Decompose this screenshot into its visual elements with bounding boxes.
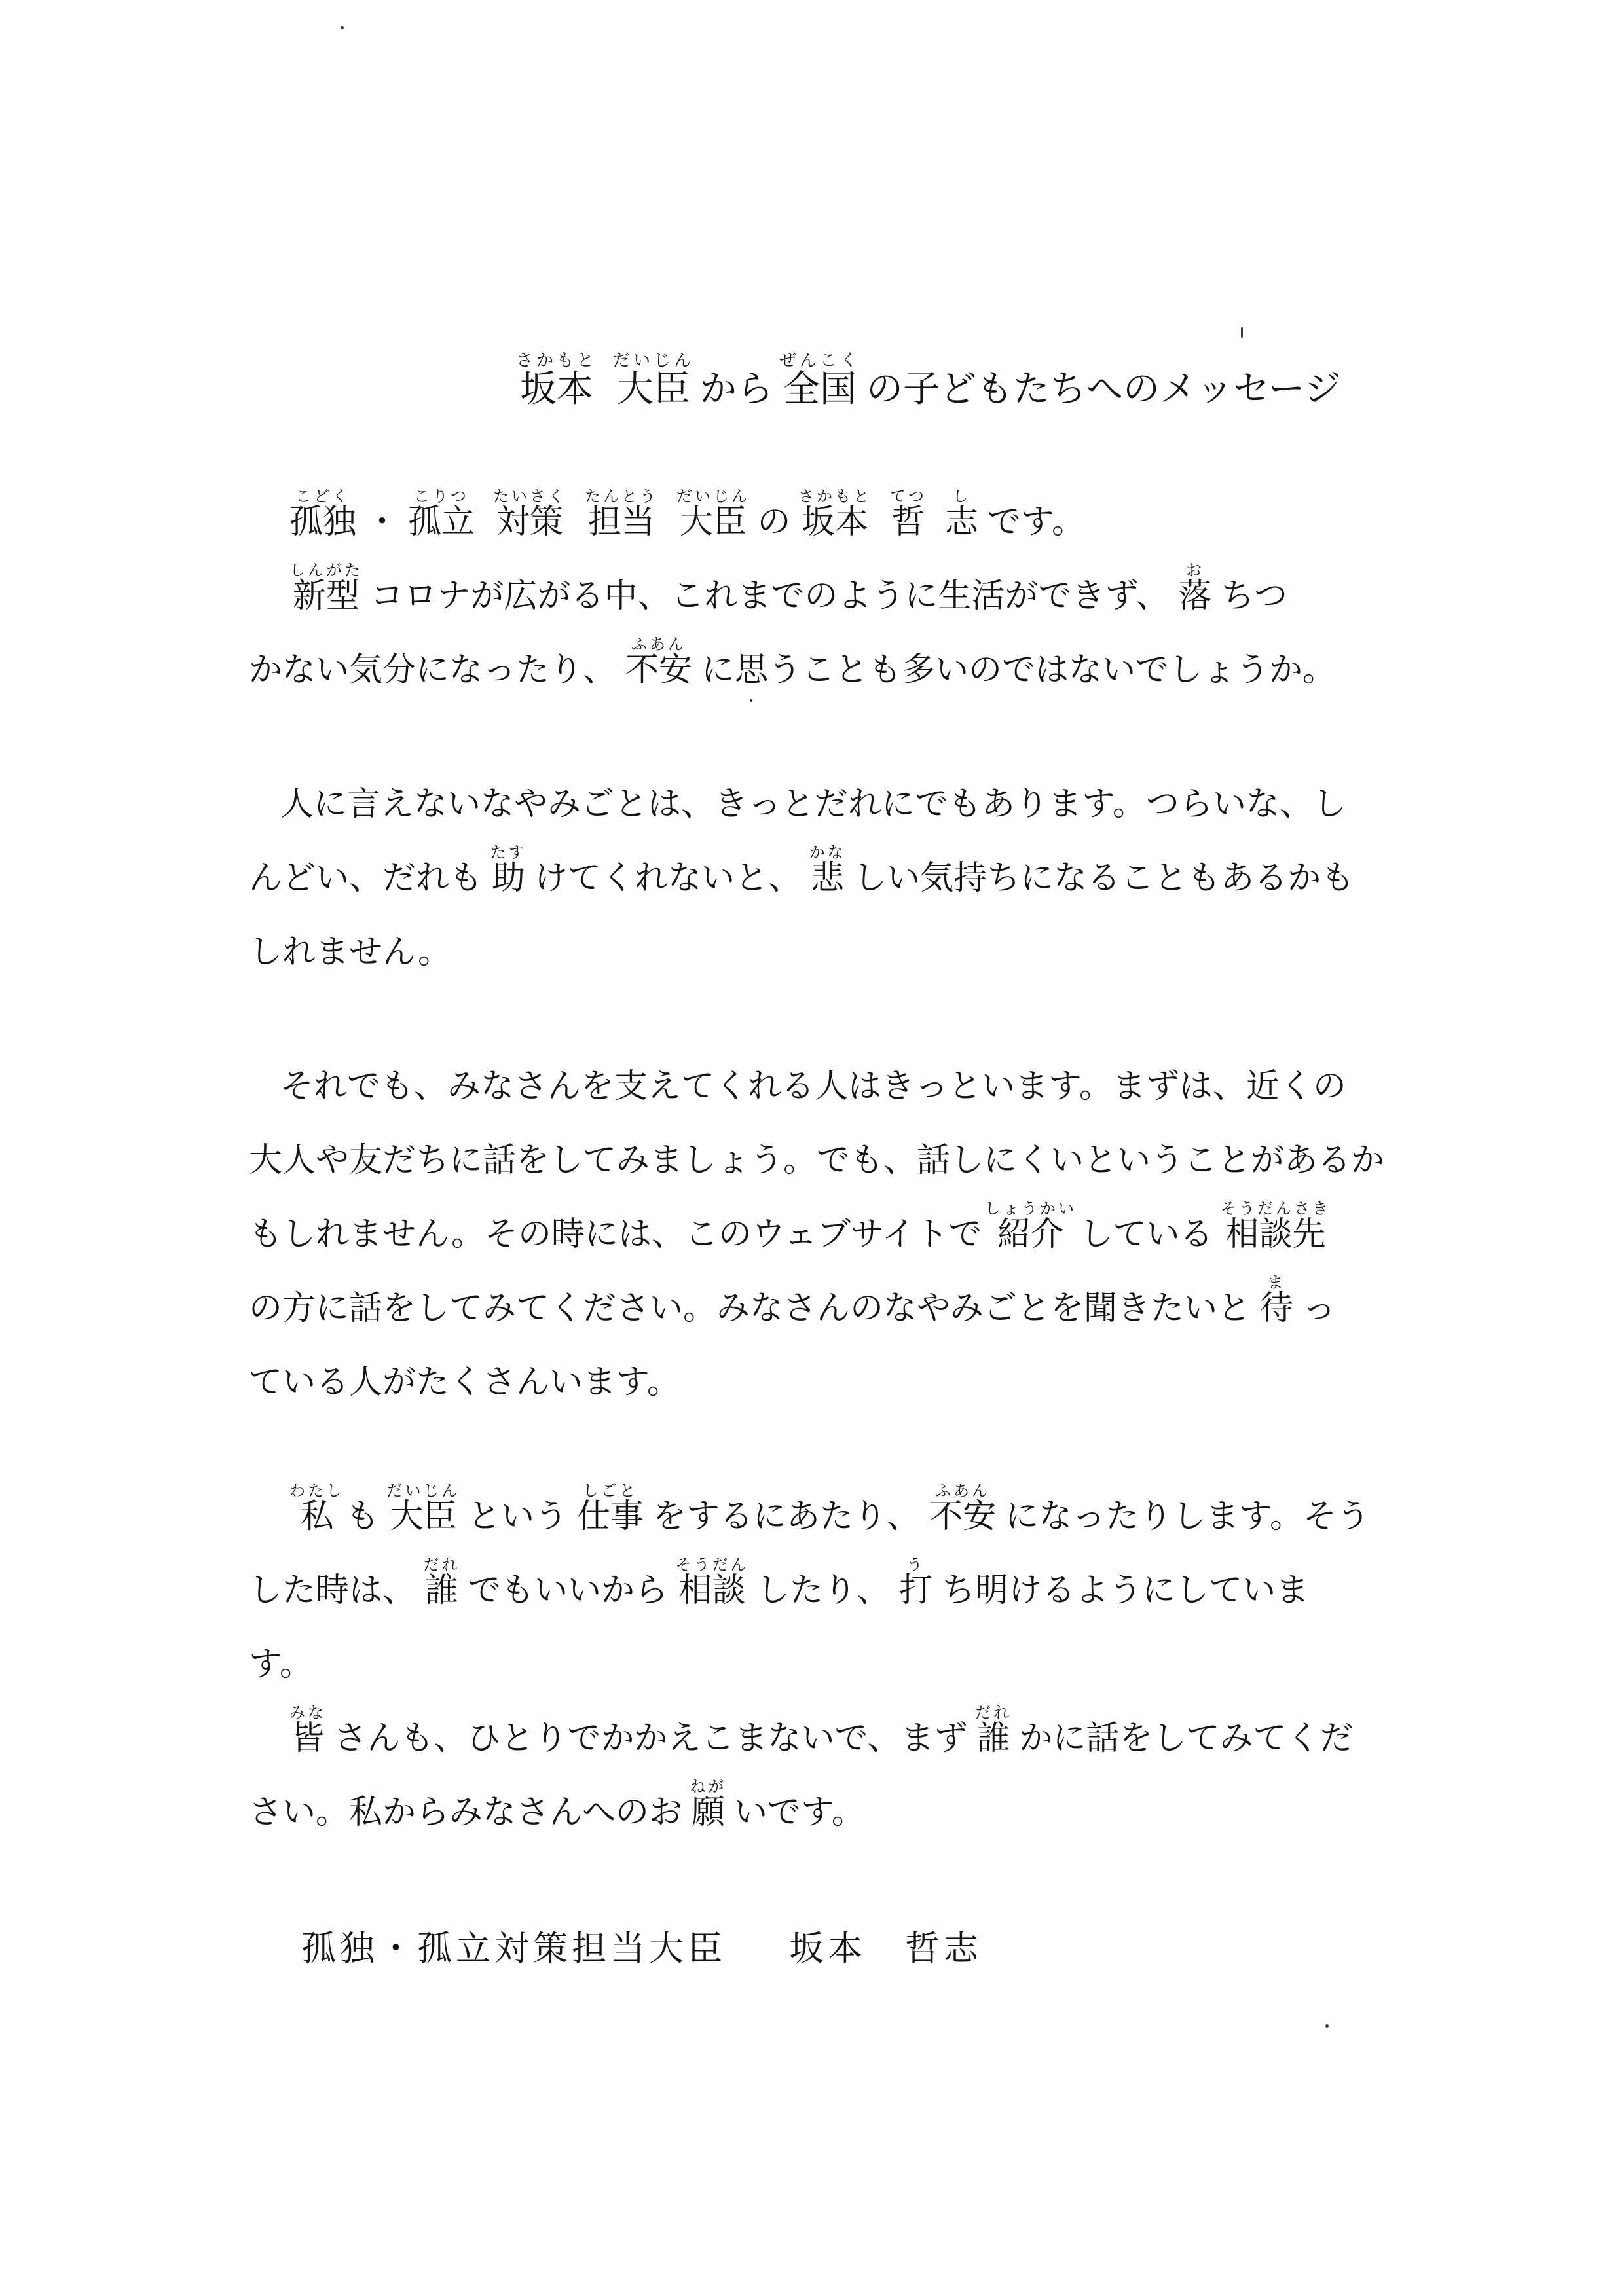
text-run: 大人や友だちに話をしてみましょう。でも、話しにくいということがあるか <box>249 1141 1385 1180</box>
text-run: ・ <box>365 503 399 541</box>
furigana: わたし <box>289 1482 344 1500</box>
text-line <box>249 1049 1428 1123</box>
text-run: に思うことも多いのではないでしょうか。 <box>701 651 1337 689</box>
ruby-word <box>386 1482 460 1536</box>
text-run: の方に話をしてみてください。みなさんのなやみごとを聞きたいと <box>249 1289 1251 1328</box>
ruby-base: 相談 <box>675 1571 749 1610</box>
signature <box>249 1912 1428 1986</box>
text-line <box>249 633 1428 707</box>
ruby-word <box>890 487 927 541</box>
ruby-word <box>1221 1199 1331 1254</box>
text-line <box>249 1271 1428 1345</box>
ruby-base: 新型 <box>289 577 363 615</box>
message-section <box>249 485 1428 707</box>
paragraph <box>249 1702 1428 1850</box>
ruby-word <box>809 843 846 898</box>
ruby-base: 坂本 <box>516 368 597 410</box>
text-run: さんも、ひとりでかかえこまないで、まず <box>333 1719 968 1758</box>
text-run: です。 <box>987 503 1085 541</box>
ruby-base: 不安 <box>625 651 693 689</box>
furigana: ふあん <box>625 635 693 653</box>
ruby-word <box>975 1704 1012 1758</box>
text-run: す。 <box>249 1645 313 1684</box>
furigana: ねが <box>690 1777 727 1796</box>
furigana: かな <box>809 843 846 862</box>
message-section <box>249 1049 1428 1419</box>
furigana: お <box>1178 561 1212 579</box>
ruby-word <box>675 1556 749 1610</box>
furigana: だれ <box>423 1556 460 1574</box>
ruby-base: 仕事 <box>577 1497 644 1536</box>
text-line <box>249 485 1428 559</box>
furigana: たいさく <box>493 487 567 505</box>
ruby-word <box>493 487 567 541</box>
ruby-base: 全国 <box>779 368 860 410</box>
furigana: ぜんこく <box>779 351 861 371</box>
paragraph <box>249 485 1428 559</box>
ruby-word <box>625 635 693 689</box>
ruby-base: 相談先 <box>1221 1215 1331 1254</box>
furigana: う <box>899 1556 933 1574</box>
ruby-word <box>984 1199 1077 1254</box>
ruby-word <box>1260 1273 1294 1328</box>
ruby-word <box>899 1556 933 1610</box>
furigana: たす <box>490 843 527 862</box>
ruby-word <box>779 351 861 410</box>
text-line <box>249 1554 1428 1628</box>
text-run: っ <box>1302 1289 1337 1328</box>
ruby-base: 坂本 <box>798 503 872 541</box>
ruby-word <box>289 561 363 615</box>
ruby-word <box>585 487 659 541</box>
furigana: こりつ <box>408 487 475 505</box>
ruby-word <box>289 1482 344 1536</box>
ruby-base: 皆 <box>289 1719 326 1758</box>
text-line <box>249 1776 1428 1850</box>
ruby-base: 願 <box>690 1793 727 1832</box>
ruby-base: 大臣 <box>613 368 694 410</box>
text-run: ち明けるようにしていま <box>942 1571 1310 1610</box>
furigana: ふあん <box>929 1482 997 1500</box>
ruby-word <box>490 843 527 898</box>
furigana: さかもと <box>516 351 598 371</box>
ruby-word <box>1178 561 1212 615</box>
ruby-base: 悲 <box>809 859 846 898</box>
text-run: しれません。 <box>249 933 452 972</box>
text-line <box>249 1123 1428 1197</box>
message-section <box>249 767 1428 989</box>
ruby-base: 哲 <box>890 503 927 541</box>
ruby-base: 不安 <box>929 1497 997 1536</box>
ruby-base: 志 <box>945 503 979 541</box>
ruby-base: 担当 <box>585 503 659 541</box>
furigana: たんとう <box>585 487 659 505</box>
furigana: だいじん <box>676 487 750 505</box>
paragraph <box>249 1480 1428 1702</box>
furigana: だいじん <box>613 351 695 371</box>
text-run: している <box>1079 1215 1213 1254</box>
text-run: から <box>700 368 773 410</box>
signature-name: 坂本 哲志 <box>789 1929 982 1969</box>
ruby-base: 孤独 <box>289 503 357 541</box>
text-run: ている人がたくさんいます。 <box>249 1363 680 1402</box>
text-run: の子どもたちへのメッセージ <box>866 368 1341 410</box>
ruby-base: 孤立 <box>408 503 475 541</box>
text-line <box>249 559 1428 633</box>
furigana: だれ <box>975 1704 1012 1722</box>
ruby-base: 大臣 <box>676 503 750 541</box>
furigana: こどく <box>289 487 356 505</box>
paragraph <box>249 1049 1428 1419</box>
ruby-base: 私 <box>289 1497 344 1536</box>
ruby-base: 誰 <box>423 1571 460 1610</box>
ruby-word <box>613 351 695 410</box>
ruby-base: 落 <box>1178 577 1212 615</box>
text-run: さい。私からみなさんへのお <box>249 1793 682 1832</box>
furigana: そうだん <box>675 1556 749 1574</box>
text-line <box>249 1628 1428 1702</box>
ruby-base: 助 <box>490 859 527 898</box>
text-line <box>249 1197 1428 1271</box>
text-run: も <box>345 1497 379 1536</box>
signature-title: 孤独・孤立対策担当大臣 <box>301 1929 726 1969</box>
message-body <box>249 485 1428 1850</box>
furigana: そうだんさき <box>1221 1199 1331 1218</box>
text-run: コロナが広がる中、これまでのように生活ができず、 <box>370 577 1170 615</box>
furigana: ま <box>1260 1273 1294 1292</box>
text-run: した時は、 <box>249 1571 416 1610</box>
text-line <box>249 841 1428 915</box>
ruby-word <box>577 1482 644 1536</box>
text-run: 人に言えないなやみごとは、きっとだれにでもあります。つらいな、し <box>280 785 1346 824</box>
text-run: かに話をしてみてくだ <box>1019 1719 1354 1758</box>
furigana: みな <box>289 1704 326 1722</box>
scan-speck <box>341 26 344 29</box>
furigana: しごと <box>577 1482 644 1500</box>
scan-speck <box>1325 2024 1329 2028</box>
text-run: いです。 <box>734 1793 865 1832</box>
text-run: けてくれないと、 <box>534 859 802 898</box>
letter-document <box>249 351 1428 1986</box>
ruby-word <box>798 487 872 541</box>
ruby-base: 待 <box>1260 1289 1294 1328</box>
text-run: それでも、みなさんを支えてくれる人はきっといます。まずは、近くの <box>280 1067 1346 1106</box>
ruby-word <box>516 351 598 410</box>
furigana: だいじん <box>386 1482 460 1500</box>
text-run: になったりします。そう <box>1005 1497 1370 1536</box>
text-line <box>249 1480 1428 1554</box>
ruby-word <box>676 487 750 541</box>
ruby-word <box>423 1556 460 1610</box>
text-run: の <box>757 503 791 541</box>
text-line <box>249 915 1428 989</box>
text-run: かない気分になったり、 <box>249 651 617 689</box>
furigana: てつ <box>890 487 927 505</box>
text-line <box>249 1345 1428 1419</box>
ruby-word <box>945 487 979 541</box>
ruby-base: 大臣 <box>386 1497 460 1536</box>
ruby-word <box>408 487 475 541</box>
furigana: しんがた <box>289 561 363 579</box>
ruby-word <box>929 1482 997 1536</box>
text-run: もしれません。その時には、このウェブサイトで <box>249 1215 982 1254</box>
page-title <box>249 351 1428 425</box>
ruby-word <box>690 1777 727 1832</box>
ruby-base: 紹介 <box>984 1215 1077 1254</box>
text-run: をするにあたり、 <box>653 1497 921 1536</box>
text-line <box>249 767 1428 841</box>
paragraph <box>249 767 1428 989</box>
paragraph <box>249 559 1428 707</box>
furigana: さかもと <box>798 487 872 505</box>
text-run: したり、 <box>756 1571 891 1610</box>
text-line <box>249 1702 1428 1776</box>
text-run: ちつ <box>1221 577 1287 615</box>
text-run: でもいいから <box>468 1571 669 1610</box>
text-run: んどい、だれも <box>249 859 483 898</box>
text-run: しい気持ちになることもあるかも <box>853 859 1355 898</box>
furigana: し <box>945 487 979 505</box>
ruby-base: 誰 <box>975 1719 1012 1758</box>
ruby-base: 対策 <box>493 503 567 541</box>
ruby-word <box>289 487 357 541</box>
ruby-word <box>289 1704 326 1758</box>
message-section <box>249 1480 1428 1850</box>
furigana: しょうかい <box>984 1199 1077 1218</box>
ruby-base: 打 <box>899 1571 933 1610</box>
text-run: という <box>468 1497 568 1536</box>
scan-speck <box>1241 327 1243 338</box>
